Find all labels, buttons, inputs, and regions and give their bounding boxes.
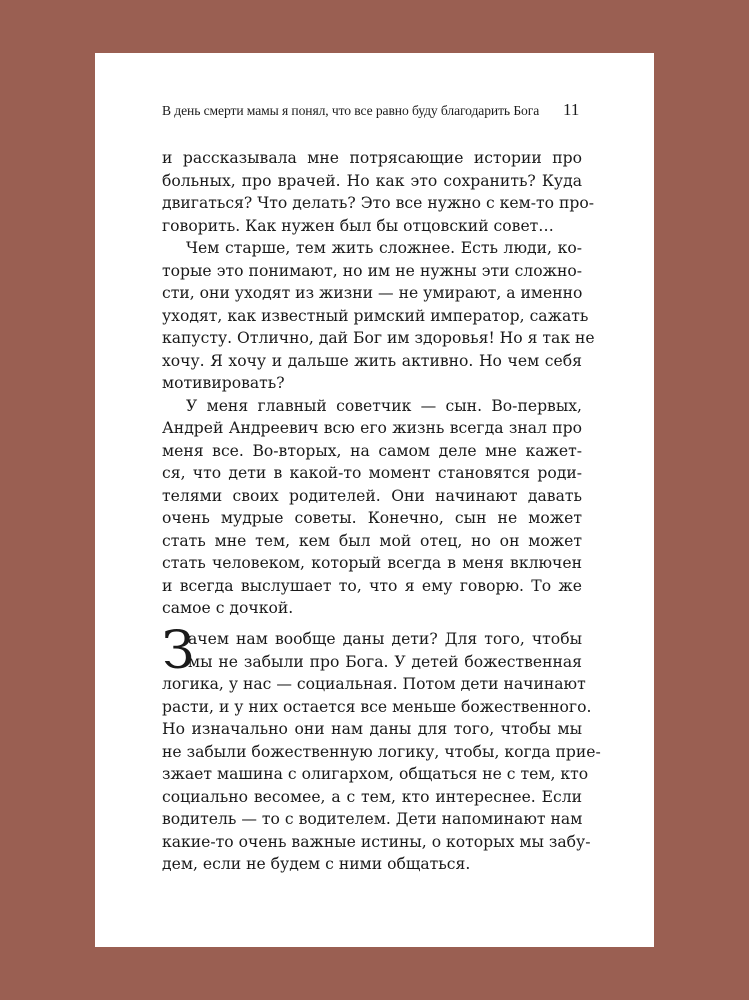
text-line: дем, если не будем с ними общаться. [162,855,471,873]
text-line: больных, про врачей. Но как это сохранить? Куда [162,171,582,190]
text-line: У меня главный советчик — сын. Во-первых, [186,396,582,415]
text-line: Чем старше, тем жить сложнее. Есть люди, ко- [186,239,582,257]
drop-cap: З [162,621,195,681]
text-line: телями своих родителей. Они начинают давать [162,486,582,505]
text-line: капусту. Отлично, дай Бог им здоровья! Но я так не [162,329,595,347]
text-line: Но изначально они нам даны для того, чтобы мы [162,720,582,738]
text-line: Андрей Андреевич всю его жизнь всегда знал про [162,419,582,437]
text-line: логика, у нас — социальная. Потом дети начинают [162,675,586,693]
text-line: социально весомее, а с тем, кто интереснее. Если [162,787,582,806]
text-line: хочу. Я хочу и дальше жить активно. Но чем себя [162,351,582,370]
running-head: В день смерти мамы я понял, что все равно буду благодарить Бога [162,103,540,118]
text-line: уходят, как известный римский император, сажать [162,306,589,325]
text-line: очень мудрые советы. Конечно, сын не может [162,509,582,527]
text-line: водитель — то с водителем. Дети напоминают нам [162,810,583,828]
text-line: стать человеком, который всегда в меня включен [162,554,582,572]
page-number: 11 [563,100,580,119]
text-line: говорить. Как нужен был бы отцовский совет… [162,216,554,235]
text-line: ачем нам вообще даны дети? Для того, чтобы [188,630,582,648]
text-line: не забыли божественную логику, чтобы, когда прие- [162,742,601,761]
text-block-2 [162,621,601,876]
text-line: расти, и у них остается все меньше божественного. [162,697,592,716]
book-page [95,53,654,947]
text-line: сти, они уходят из жизни — не умирают, а именно [162,284,583,302]
text-line: и рассказывала мне потрясающие истории про [162,149,582,167]
text-block-1 [162,147,595,620]
text-line: зжает машина с олигархом, общаться не с тем, кто [162,765,589,783]
text-line: стать мне тем, кем был мой отец, но он может [162,531,582,550]
text-line: меня все. Во-вторых, на самом деле мне кажет- [162,441,582,460]
text-line: ся, что дети в какой-то момент становятся роди- [162,464,582,482]
text-line: торые это понимают, но им не нужны эти сложно- [162,261,582,280]
text-line: двигаться? Что делать? Это все нужно с кем-то про- [162,194,595,212]
text-line: какие-то очень важные истины, о которых мы забу- [162,832,591,851]
text-line: мы не забыли про Бога. У детей божественная [188,652,582,671]
text-line: и всегда выслушает то, что я ему говорю. То же [162,576,582,595]
text-line: мотивировать? [162,374,285,392]
text-line: самое с дочкой. [162,599,294,617]
